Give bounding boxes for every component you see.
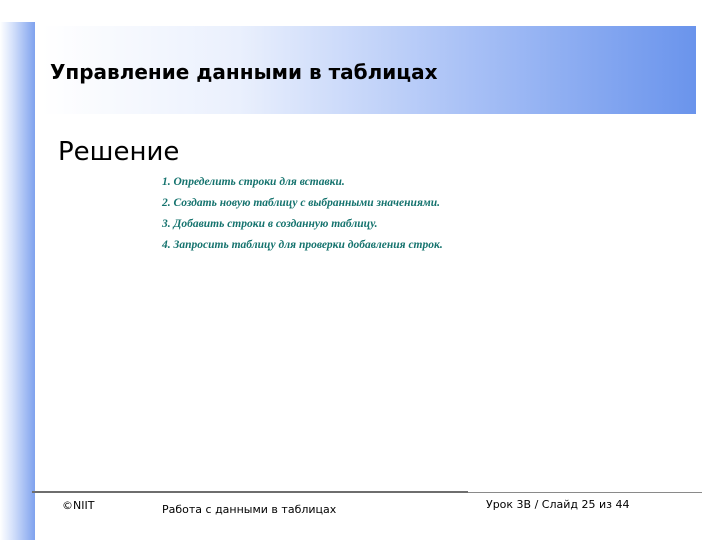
step-item-1: 1. Определить строки для вставки. [162, 176, 345, 188]
footer-copyright: ©NIIT [62, 499, 95, 512]
step-item-4: 4. Запросить таблицу для проверки добавления строк. [162, 239, 443, 251]
footer-divider-left [32, 491, 468, 493]
slide-title: Управление данными в таблицах [50, 60, 438, 84]
steps-list [162, 175, 443, 259]
section-heading: Решение [58, 137, 180, 167]
left-decorative-bar [0, 22, 35, 540]
step-item-3: 3. Добавить строки в созданную таблицу. [162, 218, 378, 230]
footer-course-title: Работа с данными в таблицах [162, 503, 337, 516]
footer-slide-counter: Урок 3B / Слайд 25 из 44 [486, 498, 630, 511]
footer-divider-right [468, 492, 702, 493]
step-item-2: 2. Создать новую таблицу с выбранными значениями. [162, 197, 441, 209]
